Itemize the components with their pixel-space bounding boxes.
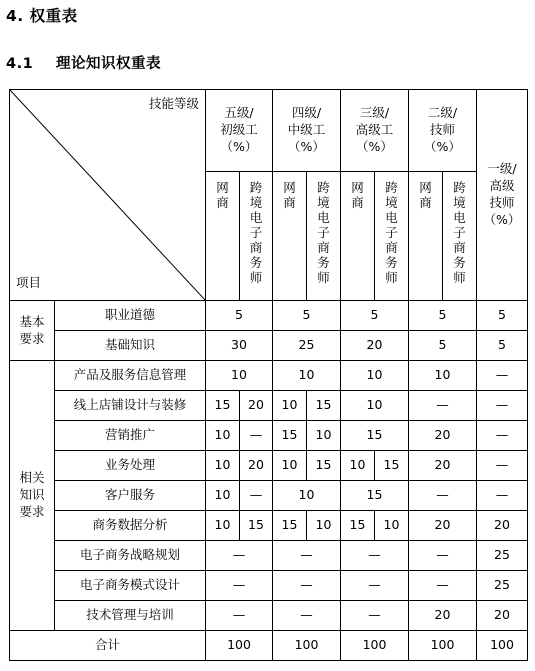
- row-label: 业务处理: [55, 451, 206, 481]
- level-3-header: 三级/ 高级工 （%）: [341, 90, 409, 172]
- cell-l2: 20: [409, 511, 477, 541]
- cell-l4: —: [273, 601, 341, 631]
- cell-l2: 5: [409, 301, 477, 331]
- cell-l2: 20: [409, 421, 477, 451]
- table-row: [10, 331, 528, 361]
- level-2-header: 二级/ 技师 （%）: [409, 90, 477, 172]
- cell-l1: —: [477, 481, 528, 511]
- table-row: [10, 481, 528, 511]
- cell-l4: 10: [273, 361, 341, 391]
- cell-l5-kuajing: 15: [240, 511, 273, 541]
- cell-l5: 10: [206, 361, 273, 391]
- cell-l4: —: [273, 541, 341, 571]
- cell-l3-wangshang: 15: [341, 511, 375, 541]
- skill-level-label: 技能等级: [148, 96, 199, 111]
- cell-l4: 10: [273, 481, 341, 511]
- subheader-l4-kuajing: 跨境电子商务师: [307, 172, 341, 301]
- cell-l1: 5: [477, 331, 528, 361]
- subheader-l5-kuajing: 跨境电子商务师: [240, 172, 273, 301]
- cell-l3-wangshang: 10: [341, 451, 375, 481]
- level-5-header: 五级/ 初级工 （%）: [206, 90, 273, 172]
- cell-l5: 5: [206, 301, 273, 331]
- level-4-header: 四级/ 中级工 （%）: [273, 90, 341, 172]
- total-label: 合计: [10, 631, 206, 661]
- cell-l1: —: [477, 451, 528, 481]
- cell-l4-wangshang: 15: [273, 511, 307, 541]
- total-l2: 100: [409, 631, 477, 661]
- cell-l3: —: [341, 601, 409, 631]
- cell-l3: 20: [341, 331, 409, 361]
- table-row: [10, 451, 528, 481]
- cell-l5-wangshang: 10: [206, 511, 240, 541]
- item-label: 项目: [16, 275, 42, 291]
- total-l3: 100: [341, 631, 409, 661]
- table-row: [10, 391, 528, 421]
- cell-l4-wangshang: 15: [273, 421, 307, 451]
- cell-l2: —: [409, 541, 477, 571]
- cell-l3: 10: [341, 391, 409, 421]
- subsection-title: 理论知识权重表: [56, 56, 161, 72]
- subheader-l2-kuajing: 跨境电子商务师: [443, 172, 477, 301]
- table-row: [10, 421, 528, 451]
- cell-l1: —: [477, 361, 528, 391]
- cell-l1: —: [477, 391, 528, 421]
- table-row: [10, 511, 528, 541]
- cell-l5: —: [206, 571, 273, 601]
- row-label: 产品及服务信息管理: [55, 361, 206, 391]
- cell-l5-kuajing: —: [240, 421, 273, 451]
- row-label: 线上店铺设计与装修: [55, 391, 206, 421]
- cell-l4-wangshang: 10: [273, 391, 307, 421]
- subheader-l3-wangshang: 网商: [341, 172, 375, 301]
- table-row: [10, 361, 528, 391]
- cell-l4: —: [273, 571, 341, 601]
- cell-l4-kuajing: 10: [307, 421, 341, 451]
- cell-l4: 25: [273, 331, 341, 361]
- subheader-l3-kuajing: 跨境电子商务师: [375, 172, 409, 301]
- cell-l3-kuajing: 15: [375, 451, 409, 481]
- cell-l5-kuajing: 20: [240, 451, 273, 481]
- cell-l2: —: [409, 571, 477, 601]
- subsection-heading: [6, 52, 161, 73]
- table-row: [10, 301, 528, 331]
- cell-l5-kuajing: 20: [240, 391, 273, 421]
- subheader-l2-wangshang: 网商: [409, 172, 443, 301]
- total-l5: 100: [206, 631, 273, 661]
- cell-l2: —: [409, 391, 477, 421]
- row-label: 技术管理与培训: [55, 601, 206, 631]
- cell-l2: 20: [409, 601, 477, 631]
- weight-table: [9, 89, 528, 661]
- cell-l1: 20: [477, 601, 528, 631]
- cell-l3-kuajing: 10: [375, 511, 409, 541]
- cell-l1: 25: [477, 571, 528, 601]
- total-row: [10, 631, 528, 661]
- cell-l3: —: [341, 571, 409, 601]
- table-row: [10, 601, 528, 631]
- cell-l1: 20: [477, 511, 528, 541]
- cell-l4-kuajing: 15: [307, 391, 341, 421]
- row-label: 电子商务模式设计: [55, 571, 206, 601]
- cell-l5-wangshang: 10: [206, 421, 240, 451]
- total-l4: 100: [273, 631, 341, 661]
- cell-l5-kuajing: —: [240, 481, 273, 511]
- subheader-l5-wangshang: 网商: [206, 172, 240, 301]
- cell-l4-kuajing: 15: [307, 451, 341, 481]
- cell-l5: —: [206, 541, 273, 571]
- section-heading: 4. 权重表: [6, 7, 78, 25]
- cell-l3: 15: [341, 421, 409, 451]
- row-label: 职业道德: [55, 301, 206, 331]
- cell-l3: 5: [341, 301, 409, 331]
- group-related-knowledge: 相关 知识 要求: [10, 361, 55, 631]
- cell-l3: 10: [341, 361, 409, 391]
- cell-l4-kuajing: 10: [307, 511, 341, 541]
- row-label: 电子商务战略规划: [55, 541, 206, 571]
- group-basic-requirements: 基本 要求: [10, 301, 55, 361]
- table-row: [10, 541, 528, 571]
- subheader-l4-wangshang: 网商: [273, 172, 307, 301]
- row-label: 客户服务: [55, 481, 206, 511]
- cell-l1: 5: [477, 301, 528, 331]
- level-1-header: 一级/ 高级 技师 （%）: [477, 90, 528, 301]
- cell-l5-wangshang: 10: [206, 451, 240, 481]
- cell-l1: 25: [477, 541, 528, 571]
- cell-l5: 30: [206, 331, 273, 361]
- cell-l1: —: [477, 421, 528, 451]
- row-label: 基础知识: [55, 331, 206, 361]
- cell-l2: 20: [409, 451, 477, 481]
- cell-l2: 10: [409, 361, 477, 391]
- row-label: 营销推广: [55, 421, 206, 451]
- cell-l3: —: [341, 541, 409, 571]
- cell-l4-wangshang: 10: [273, 451, 307, 481]
- subsection-number: 4.1: [6, 56, 34, 72]
- cell-l2: —: [409, 481, 477, 511]
- table-row: [10, 571, 528, 601]
- cell-l5-wangshang: 10: [206, 481, 240, 511]
- cell-l5-wangshang: 15: [206, 391, 240, 421]
- diagonal-line: [10, 90, 206, 301]
- cell-l5: —: [206, 601, 273, 631]
- header-corner-cell: [10, 90, 206, 301]
- cell-l2: 5: [409, 331, 477, 361]
- total-l1: 100: [477, 631, 528, 661]
- row-label: 商务数据分析: [55, 511, 206, 541]
- cell-l3: 15: [341, 481, 409, 511]
- cell-l4: 5: [273, 301, 341, 331]
